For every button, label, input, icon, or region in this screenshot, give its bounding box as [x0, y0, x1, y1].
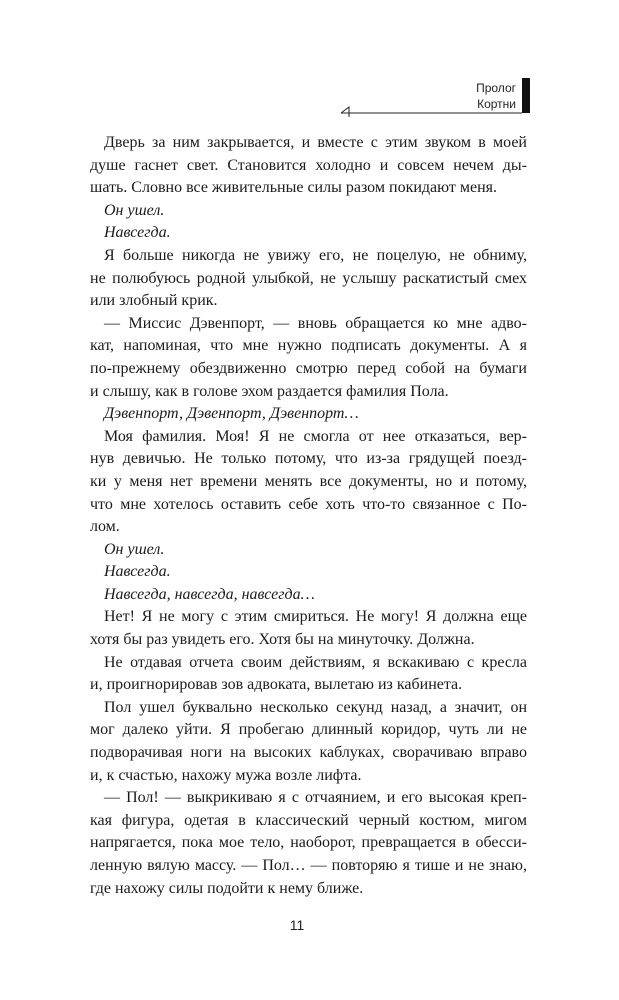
text-line: хотя бы раз увидеть его. Хотя бы на минуточку. Должна.: [90, 631, 475, 649]
text-line: — Пол! — выкрикиваю я с отчаянием, и его высокая креп-: [104, 789, 527, 807]
italic-paragraph: [90, 561, 527, 584]
text-line: подворачивая ноги на высоких каблуках, сворачиваю вправо: [90, 744, 527, 762]
part-title: Пролог: [476, 81, 516, 95]
paragraph: [90, 313, 527, 403]
text-line: напрягается, пока мое тело, наоборот, превращается в обесси-: [90, 834, 527, 852]
text-line: душе гаснет свет. Становится холодно и совсем нечем ды-: [90, 156, 527, 174]
text-line: Я больше никогда не увижу его, не поцелую, не обниму,: [104, 246, 527, 264]
italic-paragraph: [90, 222, 527, 245]
text-line: Он ушел.: [104, 540, 165, 558]
paragraph: [90, 606, 527, 651]
italic-paragraph: [90, 403, 527, 426]
text-line: что мне хотелось оставить себе хоть что-то связанное с По-: [90, 495, 527, 513]
text-line: шать. Словно все живительные силы разом покидают меня.: [90, 179, 498, 197]
text-line: нув девичью. Не только потому, что из-за грядущей поезд-: [90, 450, 527, 468]
text-line: кая фигура, одетая в классический черный костюм, мигом: [90, 811, 527, 829]
text-line: Нет! Я не могу с этим смириться. Не могу! Я должна еще: [104, 608, 527, 626]
text-line: Навсегда.: [104, 224, 171, 242]
paragraph: [90, 132, 527, 200]
text-line: Дэвенпорт, Дэвенпорт, Дэвенпорт…: [104, 405, 359, 423]
text-line: — Миссис Дэвенпорт, — вновь обращается ко мне адво-: [104, 314, 527, 332]
text-line: Моя фамилия. Моя! Я не смогла от нее отказаться, вер-: [104, 427, 527, 445]
text-line: Не отдавая отчета своим действиям, я вскакиваю с кресла: [104, 653, 527, 671]
paragraph: [90, 245, 527, 313]
text-line: кат, напоминая, что мне нужно подписать документы. А я: [90, 337, 527, 355]
paragraph: [90, 697, 527, 787]
italic-paragraph: [90, 539, 527, 562]
text-line: лом.: [90, 518, 120, 536]
text-line: по-прежнему обездвиженно смотрю перед собой на бумаги: [90, 359, 527, 377]
text-line: Дверь за ним закрывается, и вместе с этим звуком в моей: [104, 134, 527, 151]
chapter-title: Кортни: [477, 96, 516, 111]
text-line: и слышу, как в голове эхом раздается фамилия Пола.: [90, 382, 449, 400]
header-rule: [336, 100, 526, 118]
text-line: Навсегда, навсегда, навсегда…: [104, 585, 315, 603]
paragraph: [90, 426, 527, 539]
text-line: ленную вялую массу. — Пол… — повторяю я тише и не знаю,: [90, 857, 527, 874]
text-line: Навсегда.: [104, 563, 171, 581]
text-line: мог далеко уйти. Я пробегаю длинный коридор, чуть ли не: [90, 721, 527, 739]
italic-paragraph: [90, 200, 527, 223]
text-line: не полюбуюсь родной улыбкой, не услышу раскатистый смех: [90, 269, 527, 287]
text-line: ки у меня нет времени менять все документы, но и потому,: [90, 472, 527, 490]
text-line: где нахожу силы подойти к нему ближе.: [90, 879, 364, 897]
text-line: и, проигнорировав зов адвоката, вылетаю из кабинета.: [90, 676, 463, 694]
page-number: 11: [289, 917, 305, 933]
italic-paragraph: [90, 584, 527, 607]
text-line: Пол ушел буквально несколько секунд назад, а значит, он: [104, 698, 527, 716]
text-line: или злобный крик.: [90, 292, 218, 310]
text-line: и, к счастью, нахожу мужа возле лифта.: [90, 766, 362, 784]
body-text: [90, 132, 527, 900]
paragraph: [90, 787, 527, 900]
paragraph: [90, 652, 527, 697]
text-line: Он ушел.: [104, 201, 165, 219]
